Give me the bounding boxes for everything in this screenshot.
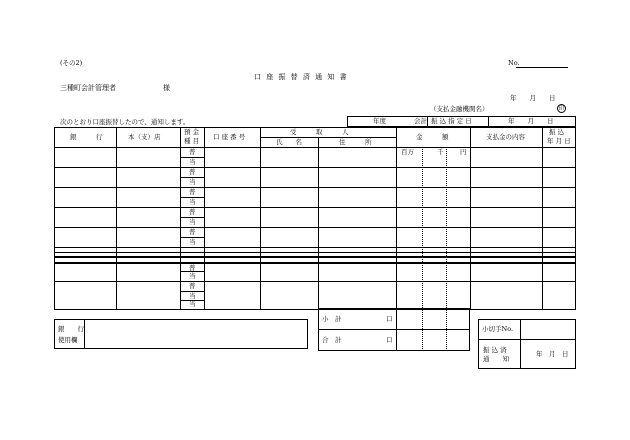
total-count-unit: 口 <box>386 336 393 344</box>
col-deposit-type-2: 種 目 <box>184 137 200 145</box>
deposit-ordinary: 普 <box>189 208 196 216</box>
col-transfer-1: 振 込 <box>549 128 565 136</box>
number-label: No. <box>508 59 520 67</box>
deposit-current: 当 <box>189 292 196 300</box>
check-no-label: 小切手No. <box>482 325 514 333</box>
bank-use-box <box>54 319 308 349</box>
unit-yen: 円 <box>460 148 467 156</box>
deposit-ordinary: 普 <box>189 228 196 236</box>
issue-date: 年 月 日 <box>510 94 556 102</box>
transfer-done-1: 振 込 済 <box>483 346 507 354</box>
deposit-current: 当 <box>189 238 196 246</box>
honorific: 様 <box>163 84 170 92</box>
unit-million: 百万 <box>401 148 414 156</box>
transfer-done-date: 年 月 日 <box>536 350 569 358</box>
transfer-date-value: 年 月 日 <box>508 117 554 125</box>
col-transfer-2: 年 月 日 <box>547 137 571 145</box>
subtotal-count-unit: 口 <box>386 315 393 323</box>
document-title: 口 座 振 替 済 通 知 書 <box>254 73 349 81</box>
deposit-ordinary: 普 <box>189 264 196 272</box>
transfer-date-label: 振 込 指 定 日 <box>431 117 472 125</box>
col-payee: 受 取 人 <box>290 128 349 136</box>
col-account-no: 口 座 番 号 <box>213 133 246 141</box>
col-bank: 銀 行 <box>70 133 103 141</box>
bank-use-label-2: 使用欄 <box>58 336 78 344</box>
unit-thousand: 千 <box>437 148 444 156</box>
col-amount: 金 額 <box>416 133 449 141</box>
deposit-current: 当 <box>189 198 196 206</box>
col-deposit-type-1: 預 金 <box>184 128 200 136</box>
deposit-current: 当 <box>189 218 196 226</box>
bank-use-label-1: 銀 行 <box>58 325 84 333</box>
subtotal-label: 小 計 <box>322 315 342 323</box>
col-address: 住 所 <box>339 138 372 146</box>
deposit-ordinary: 普 <box>189 282 196 290</box>
notice-text: 次のとおり口座振替したので、通知します。 <box>60 118 190 126</box>
deposit-current: 当 <box>189 158 196 166</box>
form-id: (その2) <box>60 59 83 67</box>
total-label: 合 計 <box>322 336 342 344</box>
number-line <box>516 67 568 68</box>
deposit-current: 当 <box>189 272 196 280</box>
section-break <box>54 256 576 258</box>
col-branch: 本（支）店 <box>128 133 161 141</box>
recipient: 三種町会計管理者 <box>60 84 116 92</box>
fiscal-year: 年度 <box>373 117 386 125</box>
seal-mark: 印 <box>558 106 565 112</box>
col-payment-content: 支払金の内容 <box>486 133 525 141</box>
main-table <box>54 127 576 310</box>
deposit-current: 当 <box>189 300 196 308</box>
col-name: 氏 名 <box>276 138 302 146</box>
institution-label: （支払金融機関名） <box>430 105 489 113</box>
deposit-ordinary: 普 <box>189 148 196 156</box>
deposit-ordinary: 普 <box>189 168 196 176</box>
deposit-ordinary: 普 <box>189 188 196 196</box>
deposit-current: 当 <box>189 178 196 186</box>
transfer-done-2: 通 知 <box>483 355 509 363</box>
accounting-label: 会計 <box>414 117 427 125</box>
